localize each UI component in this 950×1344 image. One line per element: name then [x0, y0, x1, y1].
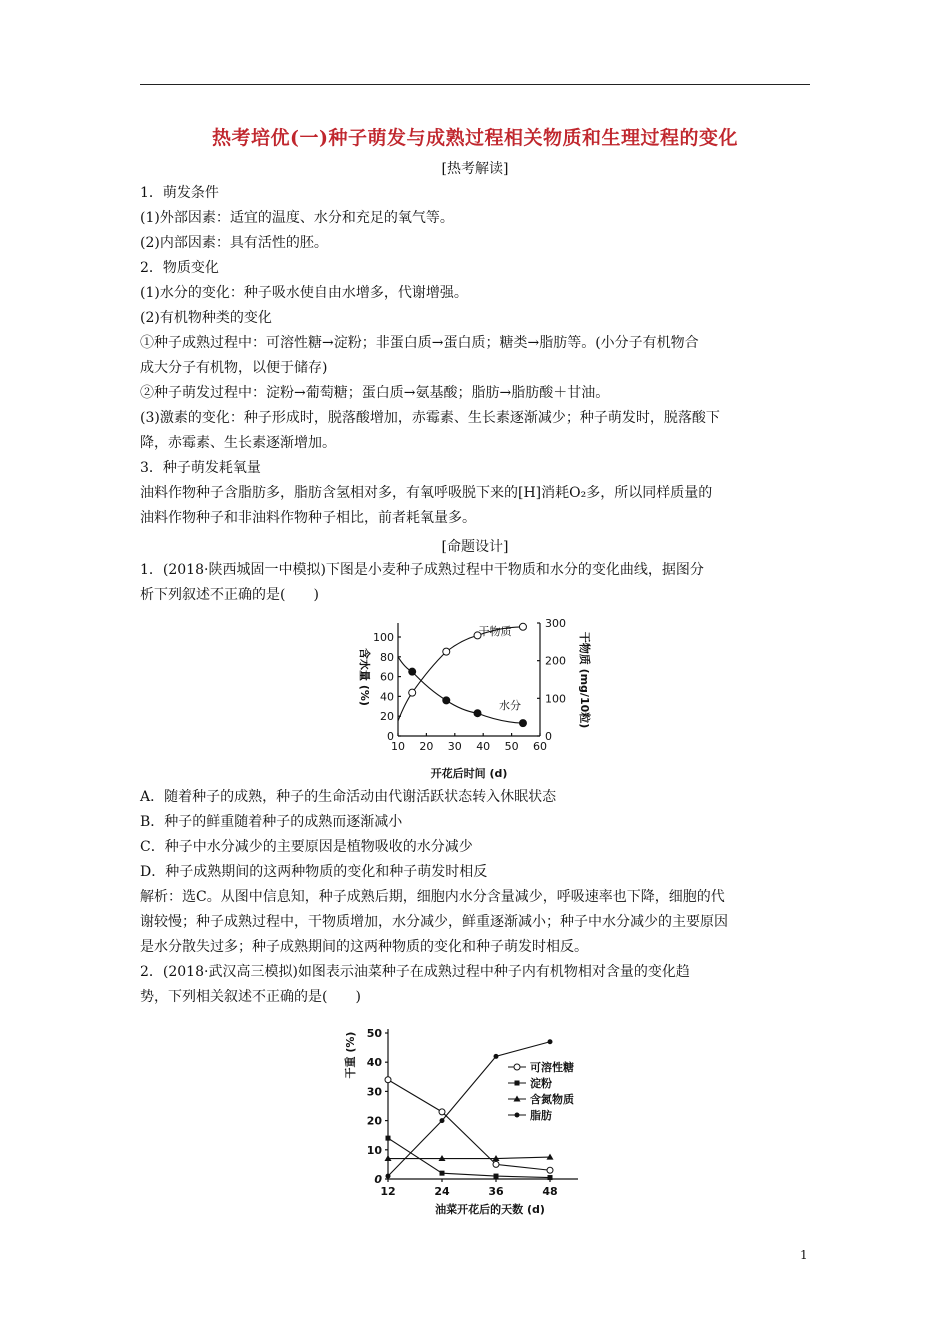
- data-point-fat: [440, 1118, 445, 1123]
- chart-rapeseed: [340, 1015, 610, 1220]
- data-point-starch: [440, 1171, 445, 1176]
- body-line: (2)有机物种类的变化: [140, 310, 272, 326]
- y-tick-label: 10: [366, 1143, 382, 1157]
- y-right-tick-label: 300: [545, 617, 566, 630]
- data-point-soluble-sugar: [547, 1167, 553, 1173]
- y-right-tick-label: 200: [545, 654, 566, 668]
- x-tick-label: 40: [476, 740, 491, 753]
- x-tick-label: 10: [391, 740, 405, 753]
- header-rule: [140, 84, 810, 85]
- x-tick-label: 36: [488, 1185, 504, 1198]
- y-left-tick-label: 20: [380, 710, 394, 724]
- x-tick-label: 48: [542, 1185, 558, 1198]
- legend-label: 淀粉: [530, 1077, 552, 1090]
- y-tick-label: 0: [374, 1173, 382, 1186]
- option-c: C．种子中水分减少的主要原因是植物吸收的水分减少: [140, 839, 473, 855]
- body-line: 油料作物种子和非油料作物种子相比，前者耗氧量多。: [140, 510, 476, 526]
- data-point-fat: [386, 1174, 391, 1179]
- legend-label: 脂肪: [530, 1109, 552, 1122]
- option-a: A．随着种子的成熟，种子的生命活动由代谢活跃状态转入休眠状态: [140, 789, 557, 805]
- data-point-water: [409, 668, 416, 675]
- y-left-tick-label: 0: [387, 730, 394, 743]
- body-line: (3)激素的变化：种子形成时，脱落酸增加，赤霉素、生长素逐渐减少；种子萌发时，脱落酸下: [140, 410, 720, 426]
- series-line: [388, 1080, 550, 1171]
- y-right-tick-label: 0: [545, 730, 552, 743]
- body-line: 3．种子萌发耗氧量: [140, 460, 261, 476]
- q1-line: 1．(2018·陕西城固一中模拟)下图是小麦种子成熟过程中干物质和水分的变化曲线，据图分: [140, 562, 704, 578]
- series-label-dry-matter: 干物质: [478, 625, 512, 638]
- data-point-water: [519, 720, 526, 727]
- section-heading-2: [命题设计]: [441, 539, 509, 555]
- body-line: (1)水分的变化：种子吸水使自由水增多，代谢增强。: [140, 285, 468, 301]
- body-line: (2)内部因素：具有活性的胚。: [140, 235, 328, 251]
- body-line: ②种子萌发过程中：淀粉→葡萄糖；蛋白质→氨基酸；脂肪→脂肪酸＋甘油。: [140, 385, 610, 401]
- y-tick-label: 50: [366, 1027, 382, 1040]
- data-point-starch: [386, 1136, 391, 1141]
- q1-line: 析下列叙述不正确的是( ): [140, 587, 319, 603]
- x-tick-label: 30: [447, 740, 462, 753]
- section-heading-1: [热考解读]: [441, 161, 509, 177]
- analysis-line: 谢较慢；种子成熟过程中，干物质增加，水分减少，鲜重逐渐减小；种子中水分减少的主要原因: [140, 914, 728, 930]
- data-point-fat: [548, 1039, 553, 1044]
- series-label-water: 水分: [499, 699, 521, 712]
- x-axis-label: 油菜开花后的天数 (d): [435, 1203, 545, 1216]
- chart-wheat-seed: [345, 605, 605, 785]
- y-tick-label: 20: [366, 1114, 382, 1128]
- legend-label: 可溶性糖: [530, 1061, 574, 1074]
- x-tick-label: 50: [504, 740, 519, 753]
- option-d: D．种子成熟期间的这两种物质的变化和种子萌发时相反: [140, 864, 488, 880]
- x-tick-label: 60: [533, 740, 547, 753]
- y-tick-label: 40: [366, 1056, 382, 1070]
- body-line: 1．萌发条件: [140, 185, 219, 201]
- y-left-tick-label: 100: [373, 631, 394, 644]
- q2-line: 2．(2018·武汉高三模拟)如图表示油菜种子在成熟过程中种子内有机物相对含量的变化趋: [140, 964, 690, 980]
- data-point-fat: [494, 1054, 499, 1059]
- legend-marker: [515, 1113, 520, 1118]
- body-line: (1)外部因素：适宜的温度、水分和充足的氧气等。: [140, 210, 454, 226]
- y-tick-label: 30: [366, 1085, 382, 1099]
- series-line-water: [398, 657, 523, 723]
- x-axis-label: 开花后时间 (d): [430, 767, 508, 780]
- data-point-nitrogen: [547, 1154, 554, 1160]
- analysis-line: 解析：选C。从图中信息知，种子成熟后期，细胞内水分含量减少，呼吸速率也下降，细胞的代: [140, 889, 725, 905]
- body-line: 2．物质变化: [140, 260, 219, 276]
- legend-marker: [514, 1064, 520, 1070]
- y-left-tick-label: 80: [380, 650, 394, 664]
- x-tick-label: 20: [419, 740, 434, 753]
- analysis-line: 是水分散失过多；种子成熟期间的这两种物质的变化和种子萌发时相反。: [140, 939, 588, 955]
- data-point-starch: [548, 1175, 553, 1180]
- data-point-soluble-sugar: [439, 1109, 445, 1115]
- y-left-label: 含水量 (%): [358, 648, 371, 706]
- legend-marker: [515, 1081, 520, 1086]
- data-point-dry-matter: [519, 623, 526, 630]
- series-line: [388, 1042, 550, 1176]
- page-title: 热考培优(一)种子萌发与成熟过程相关物质和生理过程的变化: [212, 127, 738, 149]
- x-tick-label: 24: [434, 1185, 450, 1198]
- body-line: 成大分子有机物，以便于储存): [140, 360, 328, 376]
- data-point-dry-matter: [409, 689, 416, 696]
- y-right-tick-label: 100: [545, 692, 566, 706]
- option-b: B．种子的鲜重随着种子的成熟而逐渐减小: [140, 814, 403, 830]
- body-line: ①种子成熟过程中：可溶性糖→淀粉；非蛋白质→蛋白质；糖类→脂肪等。(小分子有机物合: [140, 335, 699, 351]
- y-axis-label: 干重 (%): [344, 1031, 357, 1079]
- data-point-dry-matter: [443, 648, 450, 655]
- body-line: 油料作物种子含脂肪多，脂肪含氢相对多，有氧呼吸脱下来的[H]消耗O₂多，所以同样质量的: [140, 485, 713, 501]
- data-point-starch: [494, 1174, 499, 1179]
- y-left-tick-label: 60: [380, 670, 394, 684]
- y-right-label: 干物质 (mg/10粒): [578, 631, 591, 729]
- body-line: 降，赤霉素、生长素逐渐增加。: [140, 435, 336, 451]
- y-left-tick-label: 40: [380, 690, 394, 704]
- series-line: [388, 1157, 550, 1158]
- x-tick-label: 12: [380, 1185, 396, 1198]
- data-point-water: [443, 697, 450, 704]
- q2-line: 势，下列相关叙述不正确的是( ): [140, 989, 361, 1005]
- page-number: 1: [800, 1248, 808, 1262]
- legend-label: 含氮物质: [530, 1093, 574, 1106]
- data-point-soluble-sugar: [385, 1077, 391, 1083]
- data-point-soluble-sugar: [493, 1161, 499, 1167]
- data-point-water: [474, 710, 481, 717]
